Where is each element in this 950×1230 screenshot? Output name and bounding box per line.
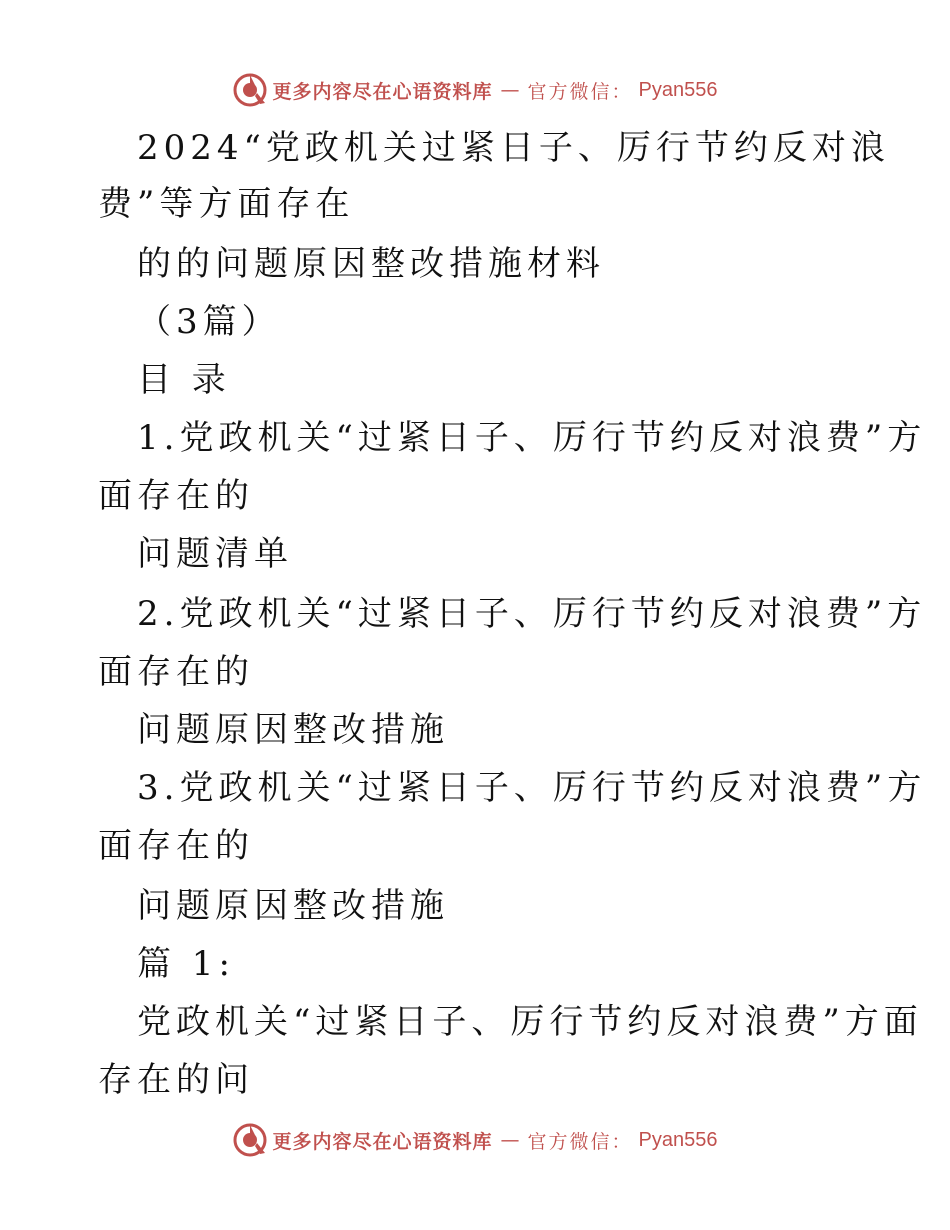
toc-item-line-c: 问题清单: [137, 534, 293, 574]
toc-item-line-a: 1.党政机关“过紧日子、厉行节约反对浪费”方: [137, 418, 927, 458]
header-watermark: [0, 70, 950, 110]
watermark-separator: —: [500, 1129, 520, 1151]
title-line-2: 费”等方面存在: [98, 184, 355, 224]
toc-item-line-b: 面存在的: [98, 652, 254, 692]
part-label: 篇 1:: [137, 944, 235, 984]
toc-item-line-a: 3.党政机关“过紧日子、厉行节约反对浪费”方: [137, 768, 927, 808]
toc-item-line-c: 问题原因整改措施: [137, 710, 449, 750]
toc-item-line-a: 2.党政机关“过紧日子、厉行节约反对浪费”方: [137, 594, 927, 634]
part-title-line-2: 存在的问: [98, 1060, 254, 1100]
footer-watermark: [0, 1120, 950, 1160]
watermark-site-text: 更多内容尽在心语资料库: [272, 1130, 493, 1153]
watermark-separator: —: [500, 79, 520, 101]
count-note: （3篇）: [137, 302, 281, 342]
toc-item-line-c: 问题原因整改措施: [137, 886, 449, 926]
watermark-wechat-id: Pyan556: [638, 78, 718, 101]
part-title-line-1: 党政机关“过紧日子、厉行节约反对浪费”方面: [137, 1002, 923, 1042]
toc-item-line-b: 面存在的: [98, 826, 254, 866]
title-line-3: 的的问题原因整改措施材料: [137, 244, 605, 284]
watermark-wechat-label: 官方微信：: [527, 80, 633, 103]
brand-logo-icon: [233, 73, 267, 107]
watermark-site-text: 更多内容尽在心语资料库: [272, 80, 493, 103]
brand-logo-icon: [233, 1123, 267, 1157]
toc-heading: 目 录: [137, 360, 231, 400]
title-line-1: 2024“党政机关过紧日子、厉行节约反对浪: [137, 128, 890, 168]
watermark-wechat-label: 官方微信：: [527, 1130, 633, 1153]
watermark-wechat-id: Pyan556: [638, 1128, 718, 1151]
toc-item-line-b: 面存在的: [98, 476, 254, 516]
